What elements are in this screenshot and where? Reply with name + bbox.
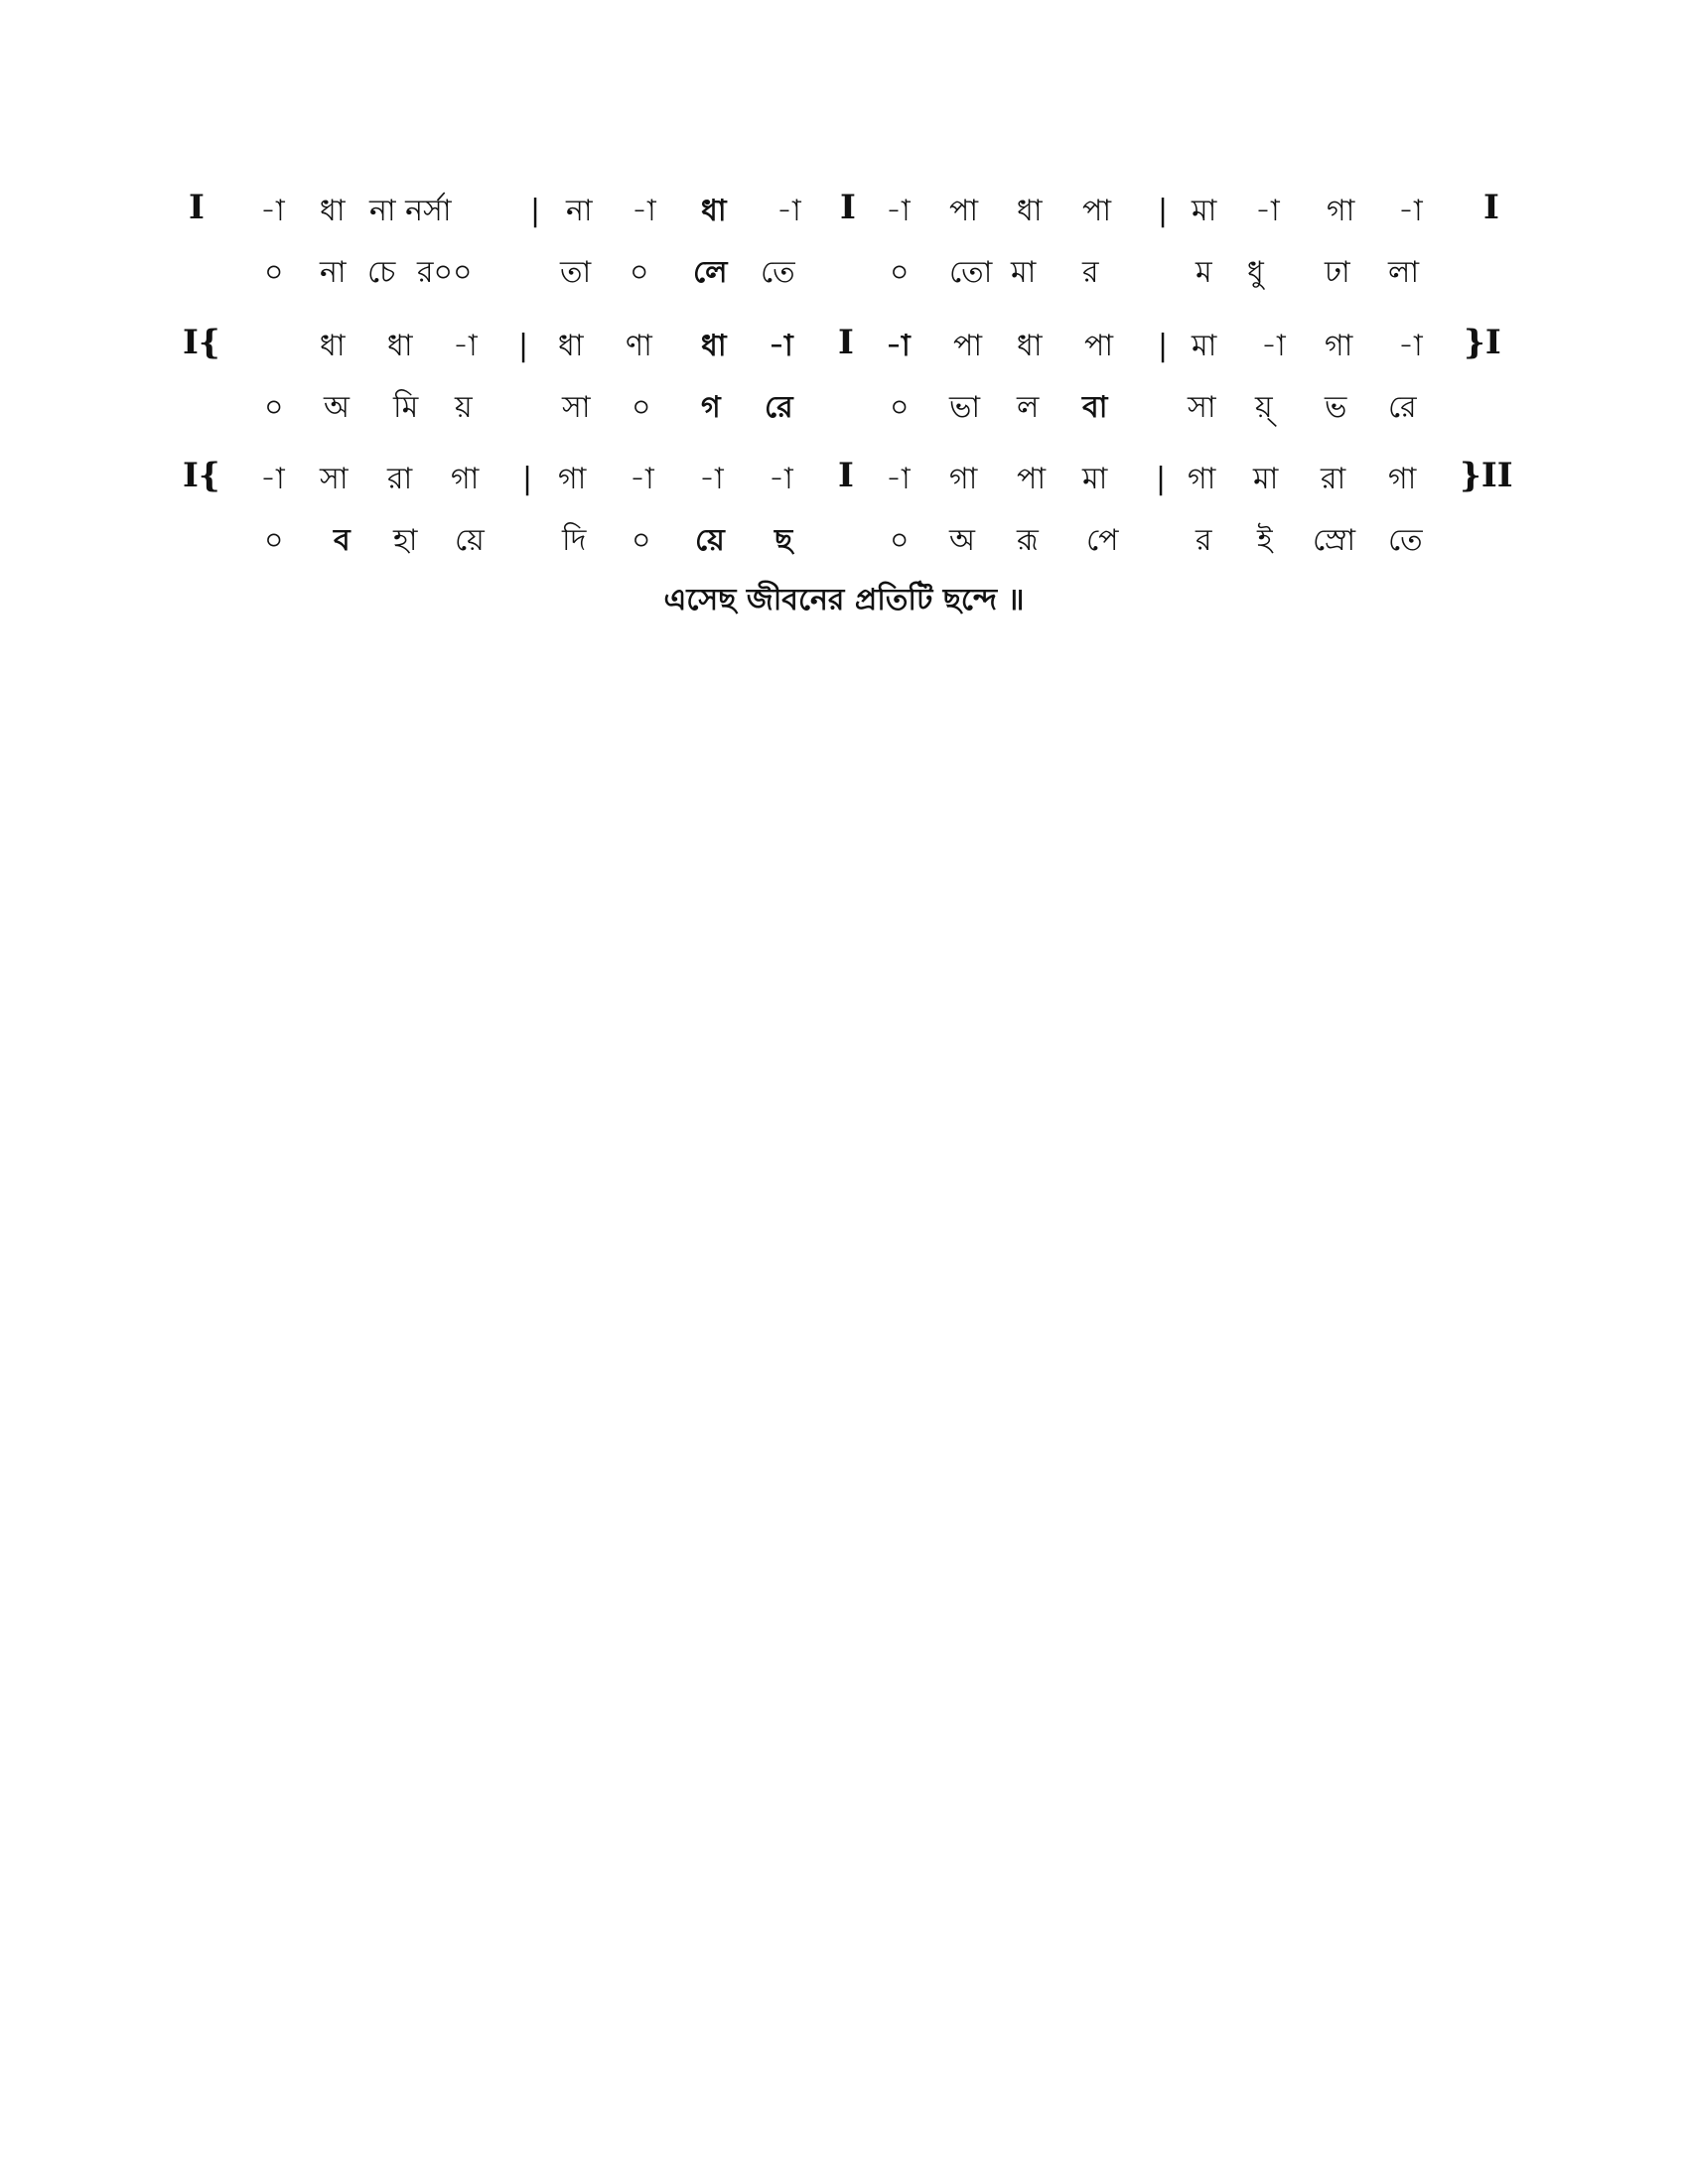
note: -া (1255, 194, 1280, 228)
syllable: ছ (774, 523, 793, 558)
syllable: ধু (1247, 255, 1264, 290)
note: -া (632, 194, 656, 228)
lyrics-line-1 (0, 246, 1688, 300)
note: পা (953, 329, 983, 363)
syllable: মা (1011, 255, 1037, 290)
syllable: য়ে (695, 523, 725, 558)
measure-separator: | (1158, 329, 1169, 363)
syllable: রে (765, 390, 793, 425)
note: -া (453, 329, 478, 363)
note: -া (1398, 194, 1423, 228)
bar-line-start: I (189, 188, 205, 227)
note: পা (949, 194, 979, 228)
syllable: রে (1388, 390, 1417, 425)
bar-line-mid: I (838, 323, 854, 362)
note: -া (886, 329, 911, 363)
syllable: ০ (264, 255, 284, 290)
syllable: র (1082, 255, 1099, 290)
note: গা (558, 462, 587, 496)
syllable: ল (1017, 390, 1040, 425)
note: গা (949, 462, 978, 496)
note: -া (630, 462, 654, 496)
syllable: অ (324, 390, 350, 425)
lyrics-line-3 (0, 514, 1688, 568)
syllable: ০ (632, 390, 651, 425)
note: ধা (1017, 194, 1043, 228)
syllable: সা (562, 390, 591, 425)
notation-line-1 (0, 185, 1688, 238)
note: ধা (701, 194, 727, 228)
syllable: ম (1196, 255, 1212, 290)
syllable: তা (560, 255, 592, 290)
note: -া (1261, 329, 1286, 363)
syllable: য় (455, 390, 473, 425)
note: -া (699, 462, 724, 496)
syllable: ০ (630, 255, 649, 290)
syllable: ই (1257, 523, 1273, 558)
note: না (566, 194, 593, 228)
syllable: ভা (949, 390, 981, 425)
syllable: সা (1188, 390, 1216, 425)
note: -া (769, 462, 793, 496)
notation-line-3 (0, 453, 1688, 506)
bar-line-mid: I (840, 188, 856, 227)
note: মা (1082, 462, 1108, 496)
syllable: গ (701, 390, 721, 425)
note: ধা (701, 329, 727, 363)
note: সা (320, 462, 349, 496)
syllable: র০০ (417, 255, 473, 290)
bar-line-mid: I (838, 456, 854, 495)
syllable: লে (693, 255, 728, 290)
measure-separator: | (522, 462, 533, 496)
syllable: বা (1082, 390, 1108, 425)
note: -া (776, 194, 801, 228)
syllable: অ (949, 523, 975, 558)
note: ধা (558, 329, 584, 363)
syllable: ০ (890, 523, 910, 558)
syllable: তে (761, 255, 795, 290)
note: গা (451, 462, 480, 496)
note: মা (1192, 194, 1217, 228)
syllable: য়্ (1255, 390, 1273, 425)
note: -া (260, 194, 285, 228)
bar-line-start: I{ (183, 323, 220, 362)
note: গা (1327, 194, 1355, 228)
bar-line-start: I{ (183, 456, 220, 495)
syllable: তে (1388, 523, 1423, 558)
syllable: ০ (890, 255, 910, 290)
syllable: ০ (264, 390, 284, 425)
note: ধা (387, 329, 413, 363)
syllable: ভ (1325, 390, 1347, 425)
note: ধা (320, 194, 346, 228)
measure-separator: | (1158, 194, 1169, 228)
syllable: দি (562, 523, 587, 558)
note: গা (1388, 462, 1417, 496)
syllable: ০ (264, 523, 284, 558)
syllable: মি (393, 390, 419, 425)
note: ণা (626, 329, 652, 363)
note: ধা (1017, 329, 1043, 363)
syllable: রূ (1017, 523, 1039, 558)
syllable: ব (334, 523, 351, 558)
note: পা (1082, 194, 1112, 228)
note: পা (1017, 462, 1047, 496)
measure-separator: | (518, 329, 529, 363)
closing-lyric-line: এসেছ জীবনের প্রতিটি ছন্দে ॥ (663, 583, 1025, 617)
note: গা (1325, 329, 1353, 363)
syllable: হা (393, 523, 418, 558)
note: ধা (320, 329, 346, 363)
syllable: ০ (890, 390, 910, 425)
syllable: পে (1086, 523, 1119, 558)
note: গা (1188, 462, 1216, 496)
syllable: না (320, 255, 347, 290)
note: রা (387, 462, 413, 496)
syllable: য়ে (455, 523, 485, 558)
measure-separator: | (530, 194, 541, 228)
syllable: ০ (632, 523, 651, 558)
note: মা (1192, 329, 1217, 363)
note: না নর্সা (369, 194, 452, 228)
note: -া (886, 194, 911, 228)
bar-line-end: }II (1460, 456, 1513, 495)
syllable: র (1196, 523, 1212, 558)
note: পা (1084, 329, 1114, 363)
notation-line-2 (0, 320, 1688, 373)
note: -া (886, 462, 911, 496)
note: -া (1398, 329, 1423, 363)
note: -া (260, 462, 285, 496)
note: রা (1321, 462, 1346, 496)
syllable: ঢা (1325, 255, 1350, 290)
measure-separator: | (1156, 462, 1167, 496)
lyrics-line-2 (0, 381, 1688, 435)
syllable: তো (949, 255, 993, 290)
syllable: স্রো (1313, 523, 1356, 558)
syllable: লা (1388, 255, 1420, 290)
syllable: চে (367, 255, 396, 290)
bar-line-end: }I (1464, 323, 1501, 362)
note: মা (1253, 462, 1279, 496)
bar-line-end: I (1483, 188, 1499, 227)
note: -া (769, 329, 793, 363)
